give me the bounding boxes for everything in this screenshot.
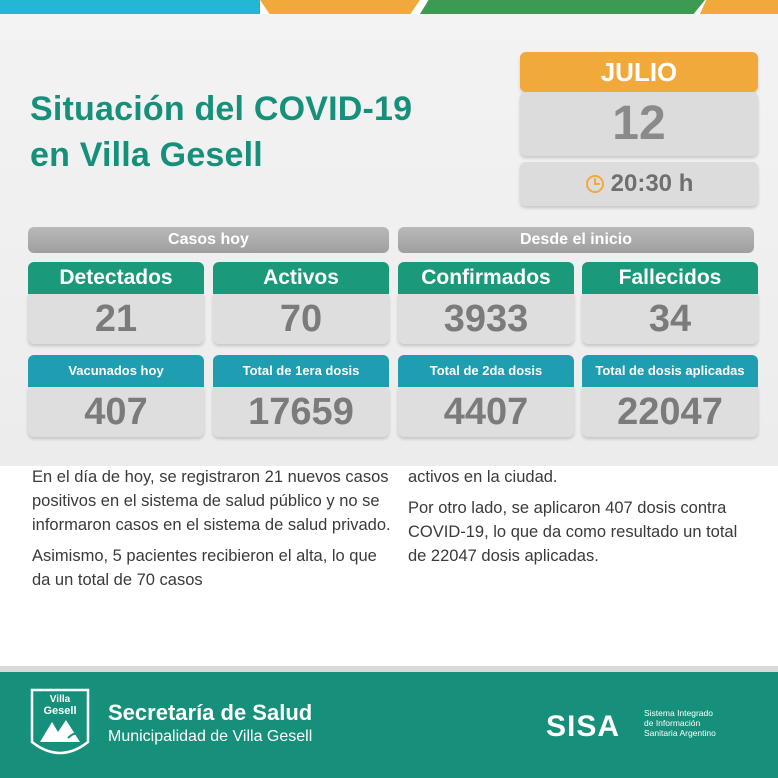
org-name: Secretaría de Salud (108, 700, 313, 725)
decor-stripe-orange (260, 0, 420, 14)
title-line-2: en Villa Gesell (30, 136, 263, 174)
stat-value: 4407 (398, 387, 574, 437)
clock-icon (585, 174, 605, 194)
sisa-line: Sanitaria Argentino (644, 728, 716, 738)
stat-card-dosis-aplicadas (582, 355, 758, 437)
body-text-left (32, 465, 392, 599)
section-header-since-start: Desde el inicio (398, 227, 754, 253)
stat-card-activos (213, 262, 389, 344)
decor-stripe-green (420, 0, 705, 14)
paragraph: Por otro lado, se aplicaron 407 dosis contra COVID-19, lo que da como resultado un total de 22047 dosis aplicadas. (408, 499, 738, 565)
sisa-line: Sistema Integrado (644, 708, 713, 718)
decor-stripe-cyan (0, 0, 260, 14)
stat-label: Total de 1era dosis (213, 355, 389, 387)
sisa-logo (546, 706, 638, 744)
logo-text-gesell: Gesell (43, 705, 77, 717)
stat-label: Total de dosis aplicadas (582, 355, 758, 387)
stat-label: Vacunados hoy (28, 355, 204, 387)
paragraph: Asimismo, 5 pacientes recibieron el alta, lo que da un total de 70 casos (32, 547, 377, 589)
title-line-1: Situación del COVID-19 (30, 90, 413, 128)
stat-label: Activos (213, 262, 389, 294)
stat-value: 17659 (213, 387, 389, 437)
date-month: JULIO (520, 52, 758, 92)
stat-card-fallecidos (582, 262, 758, 344)
stat-card-segunda-dosis (398, 355, 574, 437)
date-day: 12 (520, 92, 758, 156)
sisa-logo-text: SISA (546, 710, 621, 743)
stat-card-vacunados-hoy (28, 355, 204, 437)
paragraph: En el día de hoy, se registraron 21 nuevos casos positivos en el sistema de salud público y no se informaron casos en el sistema de salud privado. (32, 468, 391, 534)
stat-label: Total de 2da dosis (398, 355, 574, 387)
page-title (30, 86, 412, 178)
footer (0, 672, 778, 778)
stat-value: 22047 (582, 387, 758, 437)
time-value: 20:30 h (610, 170, 694, 197)
org-subtitle: Municipalidad de Villa Gesell (108, 728, 313, 745)
stat-value: 3933 (398, 294, 574, 344)
stat-value: 70 (213, 294, 389, 344)
sisa-line: de Información (644, 718, 701, 728)
sisa-description (644, 708, 716, 738)
stat-card-detectados (28, 262, 204, 344)
stat-value: 21 (28, 294, 204, 344)
stat-label: Fallecidos (582, 262, 758, 294)
paragraph: activos en la ciudad. (408, 468, 558, 486)
section-header-today: Casos hoy (28, 227, 389, 253)
stat-value: 407 (28, 387, 204, 437)
logo-text-villa: Villa (49, 694, 71, 705)
body-text-right (408, 465, 748, 575)
stat-card-primera-dosis (213, 355, 389, 437)
stat-label: Detectados (28, 262, 204, 294)
decor-stripe-orange-right (700, 0, 778, 14)
villa-gesell-logo (28, 686, 92, 764)
stat-value: 34 (582, 294, 758, 344)
report-time (520, 162, 758, 206)
stat-card-confirmados (398, 262, 574, 344)
stat-label: Confirmados (398, 262, 574, 294)
